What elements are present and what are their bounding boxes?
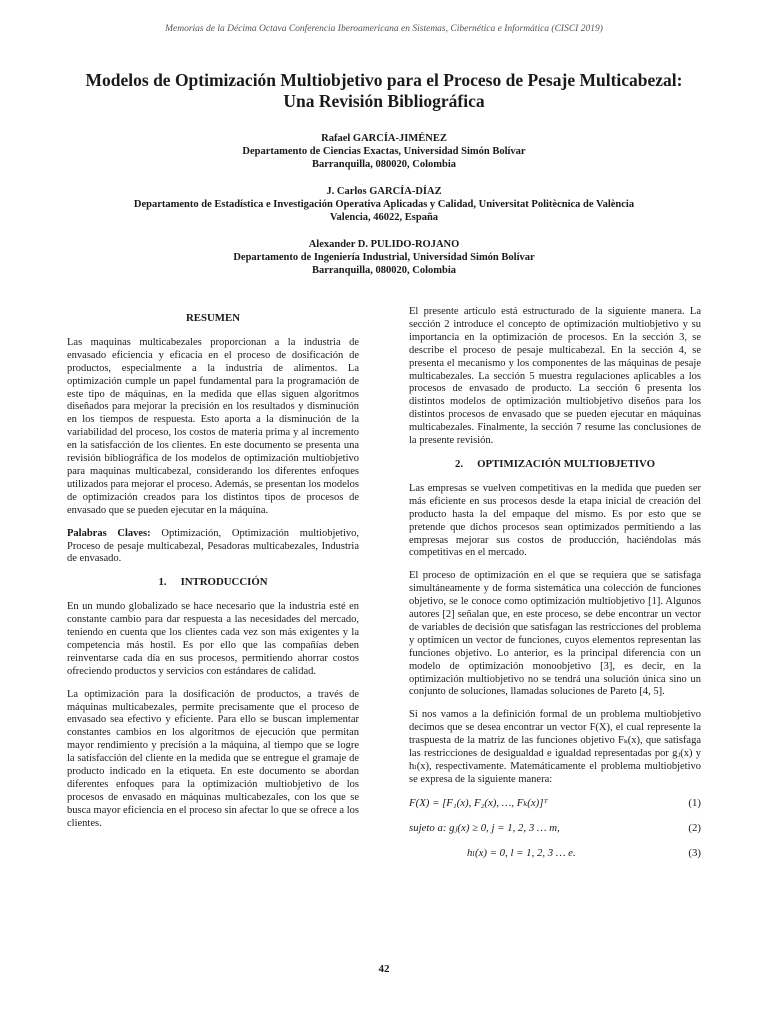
author-name: Rafael GARCÍA-JIMÉNEZ	[321, 133, 447, 144]
title-line-2: Una Revisión Bibliográfica	[283, 91, 485, 111]
keywords-paragraph	[67, 528, 359, 567]
keywords-text: Optimización, Optimización multiobjetivo, Proceso de pesaje multicabezal, Pesadoras multicabezales, Industria de envasado.	[67, 527, 359, 565]
equation-number: (2)	[688, 821, 701, 834]
left-column	[67, 306, 359, 841]
abstract-text: Las maquinas multicabezales proporcionan a la industria de envasado eficiencia y eficacia en el proceso de dosificación de productos, especialmente a la industria de alimentos. La optimización cumple un papel fundamental para la programación de este tipo de máquinas, en la medida que ellas siguen algoritmos diseñados para mejorar la precisión en los resultados y disminución en los tiempos de respuesta. Esto aporta a la disminución de la variabilidad del proceso, los costos de materia prima y al incremento en la satisfacción de los clientes. En este documento se presenta una revisión bibliográfica de los modelos de optimización multiobjetivo para maquinas multicabezal, considerando los diferentes enfoques utilizados para mejorar el proceso. Además, se presentan los modelos de optimización creados para los distintos tipos de procesos de envasado que se pueden ejecutar en la máquina.	[67, 336, 359, 516]
equation-body: hₗ(x) = 0, l = 1, 2, 3 … e.	[467, 846, 576, 859]
running-header: Memorias de la Décima Octava Conferencia Iberoamericana en Sistemas, Cibernética e Informática (CISCI 2019)	[165, 24, 603, 34]
section-2-paragraph-1: Las empresas se vuelven competitivas en la medida que pueden ser más eficiente en sus procesos desde la etapa inicial de creación del producto hasta la del empaque del mismo. Es por esto que se pretende que dichos procesos sean optimizados permitiendo a las empresas mejorar sus costos de producción, haciéndolas más competitivas en el mercado.	[409, 482, 701, 559]
equation-3	[409, 847, 701, 860]
equation-1	[409, 797, 701, 810]
section-1-heading	[67, 576, 359, 589]
author-block	[60, 185, 708, 224]
equation-body: F(X) = [F₁(x), F₂(x), …, Fₖ(x)]ᵀ	[409, 796, 548, 809]
equation-body: sujeto a: gⱼ(x) ≥ 0, j = 1, 2, 3 … m,	[409, 821, 560, 834]
paper-title	[40, 70, 728, 112]
author-location: Valencia, 46022, España	[329, 212, 439, 223]
equation-number: (3)	[688, 846, 701, 859]
section-2-paragraph-2: El proceso de optimización en el que se requiera que se satisfaga simultáneamente y de forma sistemática una colección de funciones objetivo, se le conoce como optimización multiobjetivo [1]. Algunos autores [2] señalan que, en este proceso, se debe encontrar un vector de variables de decisión que satisfagan las restricciones del problema y optimicen un vector de funciones, cuyos elementos representan las funciones objetivo. Lo anterior, es la principal diferencia con un modelo de optimización monoobjetivo [3], es decir, en la optimización multiobjetivo no se tendrá una solución única sino un conjunto de soluciones, llamadas soluciones de Pareto [4, 5].	[409, 570, 701, 698]
resumen-heading: RESUMEN	[186, 312, 240, 324]
keywords-label: Palabras Claves:	[67, 527, 151, 539]
structure-paragraph: El presente artículo está estructurado de la siguiente manera. La sección 2 introduce el concepto de optimización multiobjetivo y su importancia en la optimización de procesos. En la sección 3, se describe el proceso de pesaje multicabezal. En la sección 4, se presenta el mecanismo y los componentes de las máquinas de pesaje multicabezales. La sección 5 muestra regulaciones aplicables a los procesos de envasado de producto. La sección 6 presenta los distintos modelos de optimización multiobjetivo diseños para los distintos procesos de envasado que se pueden ejecutar en máquinas multicabezales. Finalmente, la sección 7 resume las conclusiones de la presente revisión.	[409, 306, 701, 447]
equation-number: (1)	[688, 796, 701, 809]
intro-paragraph-1: En un mundo globalizado se hace necesario que la industria esté en constante cambio para dar respuesta a las necesidades del mercado, teniendo en cuenta que los clientes cada vez son más exigentes y la competencia más hostil. Es por ello que las compañías deben reinventarse cada día en sus procesos, permitiendo ahorrar costos ofreciendo productos y servicios con estándares de calidad.	[67, 601, 359, 677]
author-location: Barranquilla, 080020, Colombia	[311, 159, 457, 170]
equation-2	[409, 822, 701, 835]
author-department: Departamento de Ciencias Exactas, Universidad Simón Bolívar	[242, 146, 526, 157]
section-title: INTRODUCCIÓN	[180, 576, 268, 589]
author-department: Departamento de Estadística e Investigación Operativa Aplicadas y Calidad, Universitat Politècnica de València	[133, 199, 635, 210]
title-line-1: Modelos de Optimización Multiobjetivo para el Proceso de Pesaje Multicabezal:	[85, 70, 683, 90]
section-number: 2.	[455, 457, 464, 470]
section-2-heading	[409, 458, 701, 471]
section-number: 1.	[158, 576, 167, 589]
page-number: 42	[378, 963, 390, 975]
author-name: J. Carlos GARCÍA-DÍAZ	[326, 186, 442, 197]
author-list	[60, 132, 708, 291]
section-title: OPTIMIZACIÓN MULTIOBJETIVO	[477, 457, 655, 470]
section-2-paragraph-3: Si nos vamos a la definición formal de un problema multiobjetivo decimos que se desea encontrar un vector F(X), el cual represente la traspuesta de la matriz de las funciones objetivo Fₖ(x), que satisfaga las restricciones de desigualdad e igualdad representadas por gⱼ(x) y hₗ(x), respectivamente. Matemáticamente el problema multiobjetivo se expresa de la siguiente manera:	[409, 709, 701, 785]
author-name: Alexander D. PULIDO-ROJANO	[308, 239, 460, 250]
intro-paragraph-2: La optimización para la dosificación de productos, a través de máquinas multicabezales, permite precisamente que el proceso de envasado sea efectivo y eficiente. Para ello se buscan implementar constantes cambios en los algoritmos de ejecución que permitan mayor rendimiento y precisión a la máquina, al tiempo que se logre la satisfacción del cliente en la medida que se entregue el gramaje de producto indicado en la etiqueta. En este documento se abordan diferentes enfoques para la optimización multiobjetivo de los procesos de envasado en máquinas multicabezales, con los que se busca mayor eficiencia en el proceso sin afectar lo que se ofrece a los clientes.	[67, 688, 359, 829]
author-block	[60, 132, 708, 171]
author-department: Departamento de Ingeniería Industrial, Universidad Simón Bolívar	[233, 252, 535, 263]
author-block	[60, 238, 708, 277]
right-column	[409, 306, 701, 872]
author-location: Barranquilla, 080020, Colombia	[311, 265, 457, 276]
